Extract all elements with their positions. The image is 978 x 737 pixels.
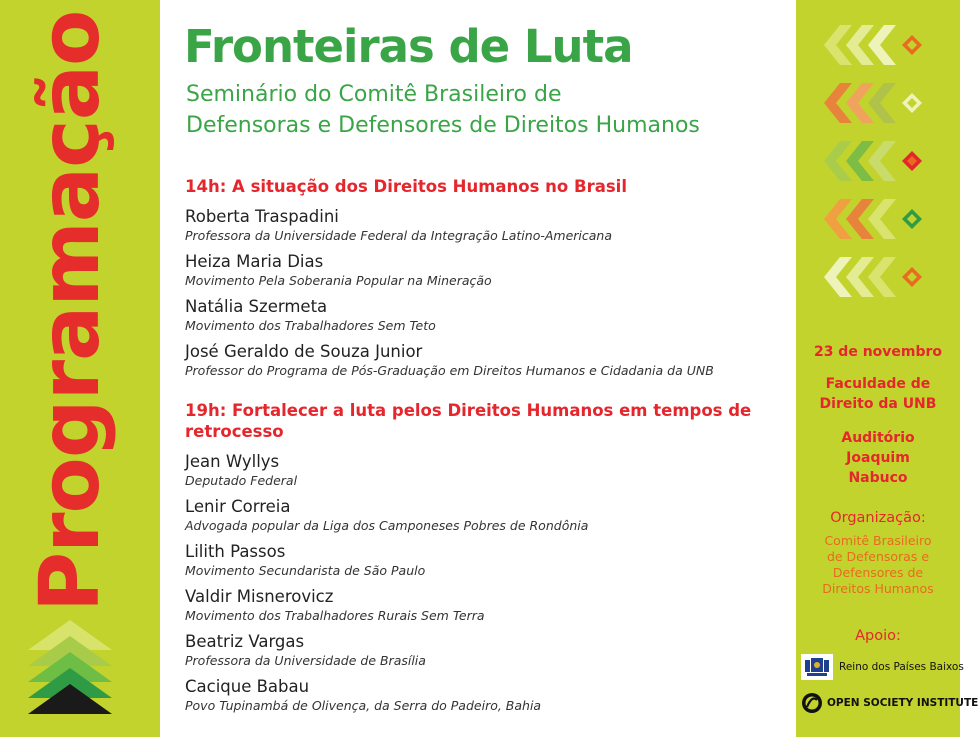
- chevron-shape: [868, 25, 896, 65]
- speaker-name: José Geraldo de Souza Junior: [185, 342, 423, 361]
- speaker-role: Movimento dos Trabalhadores Sem Teto: [185, 318, 436, 333]
- speaker-item: [185, 586, 790, 624]
- speaker-role: Professor do Programa de Pós-Graduação em Direitos Humanos e Cidadania da UNB: [185, 363, 714, 378]
- netherlands-coat-of-arms-icon: [801, 654, 833, 680]
- speaker-name: Heiza Maria Dias: [185, 252, 324, 271]
- speaker-role: Deputado Federal: [185, 473, 298, 488]
- chevron-shape: [868, 141, 896, 181]
- support-label: Apoio:: [855, 628, 901, 644]
- speaker-item: [185, 296, 790, 334]
- event-room: [796, 428, 960, 488]
- org-line: Comitê Brasileiro: [824, 533, 932, 548]
- speaker-name: Beatriz Vargas: [185, 632, 305, 651]
- organization-label: Organização:: [830, 510, 926, 526]
- chevron-pattern-icon: [824, 25, 934, 315]
- venue-line: Direito da UNB: [819, 396, 937, 412]
- sponsor-netherlands: [801, 654, 964, 680]
- speaker-name: Natália Szermeta: [185, 297, 328, 316]
- speaker-role: Advogada popular da Liga dos Camponeses Pobres de Rondônia: [185, 518, 589, 533]
- session-heading: 14h: A situação dos Direitos Humanos no Brasil: [185, 177, 627, 196]
- speaker-item: [185, 451, 790, 489]
- page-title: Fronteiras de Luta: [184, 20, 633, 73]
- event-venue: [796, 374, 960, 414]
- speaker-name: Jean Wyllys: [185, 452, 280, 471]
- speaker-role: Movimento dos Trabalhadores Rurais Sem Terra: [185, 608, 485, 623]
- speaker-item: [185, 341, 790, 379]
- open-society-logo-icon: [801, 692, 823, 714]
- subtitle-line: Defensoras e Defensores de Direitos Humanos: [186, 113, 700, 138]
- session-heading-line: 19h: Fortalecer a luta pelos Direitos Humanos em tempos de: [185, 401, 752, 420]
- sponsor-name: Reino dos Países Baixos: [839, 661, 964, 673]
- speaker-name: Roberta Traspadini: [185, 207, 339, 226]
- speaker-role: Professora da Universidade Federal da Integração Latino-Americana: [185, 228, 613, 243]
- speaker-item: [185, 251, 790, 289]
- org-line: Defensores de: [832, 565, 924, 580]
- subtitle-line: Seminário do Comitê Brasileiro de: [186, 82, 562, 107]
- venue-line: Faculdade de: [825, 376, 931, 392]
- vertical-title: Programação: [23, 10, 118, 612]
- chevron-shape: [868, 257, 896, 297]
- speaker-name: Lenir Correia: [185, 497, 291, 516]
- speaker-role: Povo Tupinambá de Olivença, da Serra do Padeiro, Bahia: [185, 698, 542, 713]
- speaker-name: Valdir Misnerovicz: [185, 587, 334, 606]
- page-subtitle: [186, 79, 786, 141]
- room-line: Nabuco: [848, 470, 908, 486]
- event-date: 23 de novembro: [813, 344, 943, 360]
- left-sidebar: [0, 0, 160, 737]
- tree-arrows-icon: [28, 620, 112, 716]
- speaker-item: [185, 541, 790, 579]
- speaker-item: [185, 631, 790, 669]
- org-line: de Defensoras e: [826, 549, 930, 564]
- session-heading-line: retrocesso: [185, 422, 284, 441]
- organization-name: [796, 533, 960, 597]
- speaker-name: Lilith Passos: [185, 542, 286, 561]
- right-sidebar: [796, 0, 978, 737]
- speaker-role: Professora da Universidade de Brasília: [185, 653, 426, 668]
- room-line: Joaquim: [846, 450, 910, 466]
- speaker-role: Movimento Secundarista de São Paulo: [185, 563, 426, 578]
- chevron-shape: [868, 83, 896, 123]
- speaker-item: [185, 496, 790, 534]
- org-line: Direitos Humanos: [822, 581, 934, 596]
- speaker-item: [185, 206, 790, 244]
- chevron-shape: [868, 199, 896, 239]
- speaker-item: [185, 676, 790, 714]
- program-content: [160, 0, 796, 737]
- room-line: Auditório: [841, 430, 915, 446]
- sponsor-open-society: [801, 692, 978, 714]
- sponsor-name: OPEN SOCIETY INSTITUTE: [827, 697, 978, 709]
- session-heading: [185, 400, 775, 442]
- speaker-role: Movimento Pela Soberania Popular na Mineração: [185, 273, 492, 288]
- speaker-name: Cacique Babau: [185, 677, 310, 696]
